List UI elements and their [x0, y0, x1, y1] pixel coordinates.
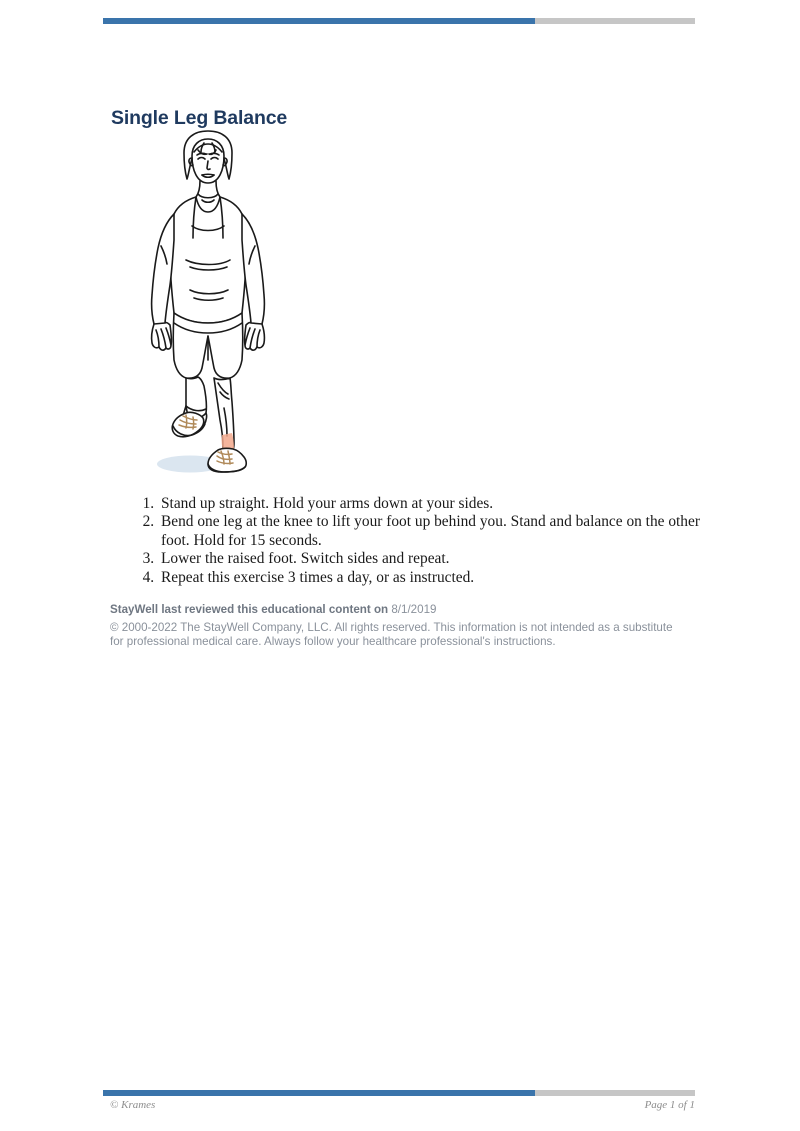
footer-page-number: Page 1 of 1 [644, 1099, 695, 1111]
header-rule-fill [103, 18, 535, 24]
instruction-list [133, 495, 714, 587]
page-title: Single Leg Balance [111, 107, 288, 130]
footer-copyright: © Krames [110, 1099, 156, 1111]
list-item: 3. Lower the raised foot. Switch sides and repeat. [158, 550, 714, 568]
review-date: 8/1/2019 [388, 603, 437, 616]
review-label: StayWell last reviewed this educational content on [110, 603, 389, 616]
single-leg-balance-illustration [128, 130, 288, 480]
list-item: 1. Stand up straight. Hold your arms down at your sides. [158, 495, 714, 513]
footer-rule-fill [103, 1090, 535, 1096]
list-item: 4. Repeat this exercise 3 times a day, or as instructed. [158, 569, 714, 587]
list-item: 2. Bend one leg at the knee to lift your foot up behind you. Stand and balance on the other foot. Hold for 15 seconds. [158, 513, 714, 550]
review-line [110, 603, 695, 616]
footer-rule [103, 1090, 695, 1096]
header-rule [103, 18, 695, 24]
copyright-text: © 2000-2022 The StayWell Company, LLC. All rights reserved. This information is not intended as a substitute for professional medical care. Always follow your healthcare professional's instructions. [110, 621, 673, 649]
